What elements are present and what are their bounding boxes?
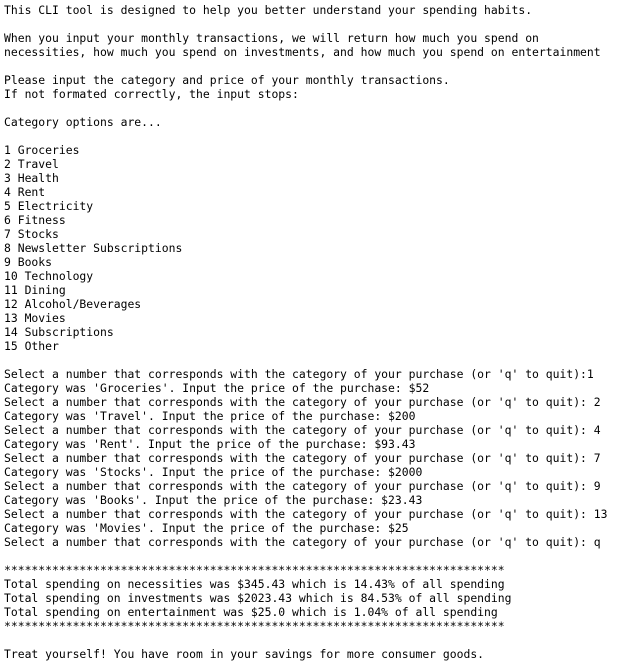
intro-line: Category options are... [4, 115, 162, 129]
session-line: Category was 'Movies'. Input the price of the purchase: $25 [4, 521, 409, 535]
closing-message: Treat yourself! You have room in your savings for more consumer goods. [4, 647, 485, 661]
necessities-total: Total spending on necessities was $345.43 which is 14.43% of all spending [4, 577, 505, 591]
intro-block [4, 3, 638, 143]
intro-line: This CLI tool is designed to help you better understand your spending habits. [4, 3, 533, 17]
session-line: Category was 'Groceries'. Input the price of the purchase: $52 [4, 381, 430, 395]
entertainment-total: Total spending on entertainment was $25.0 which is 1.04% of all spending [4, 605, 498, 619]
session-line: Category was 'Books'. Input the price of the purchase: $23.43 [4, 493, 423, 507]
category-option: 1 Groceries [4, 143, 80, 157]
category-list [4, 143, 638, 353]
session-line: Select a number that corresponds with the category of your purchase (or 'q' to quit):1 [4, 367, 594, 381]
category-option: 7 Stocks [4, 227, 59, 241]
session-line: Select a number that corresponds with the category of your purchase (or 'q' to quit): 2 [4, 395, 601, 409]
category-option: 6 Fitness [4, 213, 66, 227]
category-option: 4 Rent [4, 185, 46, 199]
category-option: 8 Newsletter Subscriptions [4, 241, 183, 255]
session-line [4, 353, 638, 367]
session-line: Select a number that corresponds with the category of your purchase (or 'q' to quit): 7 [4, 451, 601, 465]
intro-line [4, 17, 638, 31]
separator-bottom: ************************************************************************* [4, 619, 505, 633]
summary-block [4, 563, 638, 633]
category-option: 13 Movies [4, 311, 66, 325]
session-log [4, 353, 638, 563]
category-option: 11 Dining [4, 283, 66, 297]
category-option: 15 Other [4, 339, 59, 353]
separator-top: ************************************************************************* [4, 563, 505, 577]
session-line: Category was 'Rent'. Input the price of the purchase: $93.43 [4, 437, 416, 451]
intro-line [4, 101, 638, 115]
investments-total: Total spending on investments was $2023.43 which is 84.53% of all spending [4, 591, 512, 605]
category-option: 14 Subscriptions [4, 325, 114, 339]
category-option: 12 Alcohol/Beverages [4, 297, 142, 311]
session-line: Select a number that corresponds with the category of your purchase (or 'q' to quit): q [4, 535, 601, 549]
category-option: 3 Health [4, 171, 59, 185]
intro-line [4, 129, 638, 143]
category-option: 10 Technology [4, 269, 94, 283]
session-line: Category was 'Travel'. Input the price of the purchase: $200 [4, 409, 416, 423]
intro-line: necessities, how much you spend on investments, and how much you spend on entertainment [4, 45, 601, 59]
session-line: Select a number that corresponds with the category of your purchase (or 'q' to quit): 9 [4, 479, 601, 493]
intro-line: When you input your monthly transactions, we will return how much you spend on [4, 31, 539, 45]
session-line: Select a number that corresponds with the category of your purchase (or 'q' to quit): 4 [4, 423, 601, 437]
intro-line: If not formated correctly, the input stops: [4, 87, 299, 101]
category-option: 5 Electricity [4, 199, 94, 213]
blank-line [4, 633, 638, 647]
category-option: 2 Travel [4, 157, 59, 171]
intro-line: Please input the category and price of your monthly transactions. [4, 73, 450, 87]
session-line: Category was 'Stocks'. Input the price of the purchase: $2000 [4, 465, 423, 479]
session-line [4, 549, 638, 563]
category-option: 9 Books [4, 255, 53, 269]
session-line: Select a number that corresponds with the category of your purchase (or 'q' to quit): 13 [4, 507, 608, 521]
intro-line [4, 59, 638, 73]
